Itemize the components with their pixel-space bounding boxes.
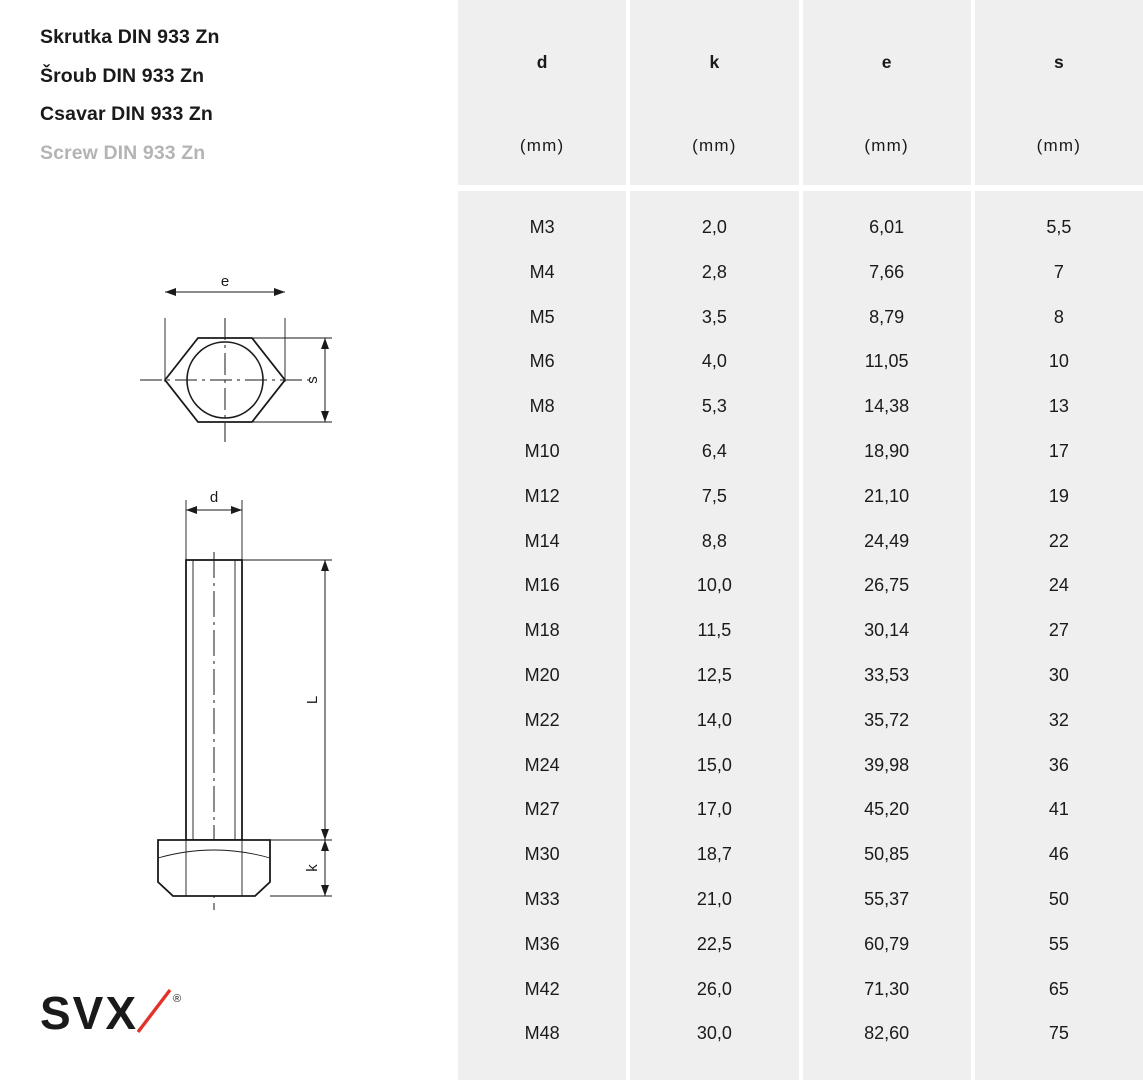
column-symbol-e: e: [881, 52, 892, 72]
column-unit-d: (mm): [519, 136, 565, 155]
table-cell: 8,79: [869, 306, 905, 327]
table-cell: 13: [1048, 396, 1069, 417]
table-column-k: [628, 0, 800, 1080]
table-cell: 60,79: [864, 933, 910, 954]
arrow-d-left: [186, 506, 197, 514]
arrow-L-top: [321, 560, 329, 571]
table-column-e: [801, 0, 973, 1080]
table-cell: 21,0: [696, 888, 732, 909]
column-unit-k: (mm): [692, 136, 737, 155]
column-header-k: [630, 0, 798, 185]
column-unit-s: (mm): [1036, 136, 1082, 155]
table-cell: M30: [524, 844, 560, 865]
arrow-L-bottom: [321, 829, 329, 840]
column-symbol-d: d: [536, 52, 548, 72]
title-hu: Csavar DIN 933 Zn: [40, 103, 213, 125]
table-cell: M27: [524, 799, 560, 820]
table-cell: 30,0: [696, 1023, 732, 1044]
table-cell: 8,8: [701, 530, 727, 551]
arrow-k-top: [321, 840, 329, 851]
table-cell: 2,8: [701, 261, 727, 282]
table-cell: 46: [1048, 844, 1069, 865]
drawing-svg: [120, 270, 350, 910]
column-symbol-k: k: [709, 52, 720, 72]
table-cell: 6,4: [701, 440, 727, 461]
table-column-d: [458, 0, 628, 1080]
table-cell: 50,85: [864, 844, 910, 865]
table-cell: 75: [1048, 1023, 1069, 1044]
table-cell: 11,5: [697, 620, 732, 641]
table-cell: M48: [524, 1023, 560, 1044]
table-cell: 18,90: [864, 440, 910, 461]
table-cell: 17: [1048, 440, 1069, 461]
table-column-s: [973, 0, 1143, 1080]
table-cell: 7,5: [701, 485, 727, 506]
table-cell: 10,0: [696, 575, 732, 596]
label-k: k: [304, 864, 321, 872]
title-en: Screw DIN 933 Zn: [40, 141, 206, 164]
table-cell: M14: [524, 530, 560, 551]
table-cell: 5,3: [701, 396, 727, 417]
table-cell: 27: [1048, 620, 1069, 641]
table-cell: M20: [524, 664, 560, 685]
logo-registered-mark: ®: [173, 993, 182, 1005]
table-cell: 11,05: [864, 351, 909, 372]
technical-drawing: [120, 270, 350, 910]
column-unit-e: (mm): [864, 136, 909, 155]
arrow-e-left: [165, 288, 176, 296]
spec-table: [458, 0, 1143, 1080]
table-cell: M42: [524, 978, 560, 999]
table-cell: 35,72: [864, 709, 910, 730]
table-cell: 2,0: [701, 217, 727, 237]
table-cell: M8: [529, 396, 555, 417]
column-symbol-s: s: [1054, 52, 1064, 72]
column-body-k: [630, 191, 798, 1080]
label-L: L: [304, 695, 321, 705]
table-cell: M3: [529, 217, 555, 237]
table-cell: M5: [529, 306, 555, 327]
arrow-k-bottom: [321, 885, 329, 896]
table-cell: 12,5: [696, 664, 732, 685]
table-cell: 24: [1048, 575, 1069, 596]
column-body-s: [975, 191, 1143, 1080]
table-cell: 18,7: [696, 844, 732, 865]
arrow-d-right: [231, 506, 242, 514]
table-cell: 24,49: [864, 530, 910, 551]
product-title-block: [40, 28, 220, 182]
logo-red-slash: [138, 990, 170, 1032]
table-cell: 14,0: [696, 709, 732, 730]
table-cell: M33: [524, 888, 560, 909]
logo-svg: [40, 984, 210, 1044]
table-cell: M24: [524, 754, 560, 775]
table-cell: 82,60: [864, 1023, 910, 1044]
table-cell: M16: [524, 575, 560, 596]
table-cell: 7,66: [869, 261, 905, 282]
table-cell: 7: [1053, 261, 1064, 282]
table-cell: 41: [1048, 799, 1069, 820]
label-d: d: [209, 489, 219, 506]
arrow-s-top: [321, 338, 329, 349]
column-header-e: [803, 0, 971, 185]
table-cell: 19: [1048, 485, 1069, 506]
column-header-s: [975, 0, 1143, 185]
table-cell: 8: [1053, 306, 1064, 327]
table-cell: 26,75: [864, 575, 910, 596]
table-cell: 55,37: [864, 888, 910, 909]
table-cell: M18: [524, 620, 560, 641]
logo-wordmark: SVX: [40, 987, 139, 1039]
table-cell: 30,14: [864, 620, 910, 641]
table-cell: 45,20: [864, 799, 910, 820]
table-cell: 71,30: [864, 978, 910, 999]
table-cell: 65: [1048, 978, 1069, 999]
table-cell: 22,5: [696, 933, 732, 954]
table-cell: 21,10: [864, 485, 910, 506]
label-e: e: [220, 273, 230, 290]
table-cell: M10: [524, 440, 560, 461]
table-cell: 14,38: [864, 396, 910, 417]
table-cell: 32: [1048, 709, 1069, 730]
left-panel: [0, 0, 458, 1080]
table-cell: 6,01: [869, 217, 905, 237]
arrow-s-bottom: [321, 411, 329, 422]
title-cz: Šroub DIN 933 Zn: [40, 64, 205, 87]
title-sk: Skrutka DIN 933 Zn: [40, 26, 220, 48]
column-body-e: [803, 191, 971, 1080]
table-cell: 4,0: [701, 351, 727, 372]
label-s: s: [304, 376, 321, 384]
table-cell: M4: [529, 261, 555, 282]
arrow-e-right: [274, 288, 285, 296]
column-body-d: [458, 191, 626, 1080]
table-cell: M6: [529, 351, 555, 372]
table-cell: 30: [1048, 664, 1069, 685]
table-cell: 26,0: [696, 978, 732, 999]
column-header-d: [458, 0, 626, 185]
svx-logo: [40, 984, 210, 1044]
table-cell: M36: [524, 933, 560, 954]
table-cell: 33,53: [864, 664, 910, 685]
table-cell: 36: [1048, 754, 1069, 775]
table-cell: 17,0: [696, 799, 732, 820]
table-cell: 55: [1048, 933, 1069, 954]
table-cell: M22: [524, 709, 560, 730]
table-cell: 5,5: [1046, 217, 1072, 237]
table-cell: 39,98: [864, 754, 910, 775]
table-cell: 15,0: [696, 754, 732, 775]
table-cell: 22: [1048, 530, 1069, 551]
table-cell: 3,5: [701, 306, 727, 327]
table-cell: 50: [1048, 888, 1069, 909]
table-cell: M12: [524, 485, 560, 506]
bolt-head-side: [158, 840, 270, 896]
table-cell: 10: [1048, 351, 1069, 372]
